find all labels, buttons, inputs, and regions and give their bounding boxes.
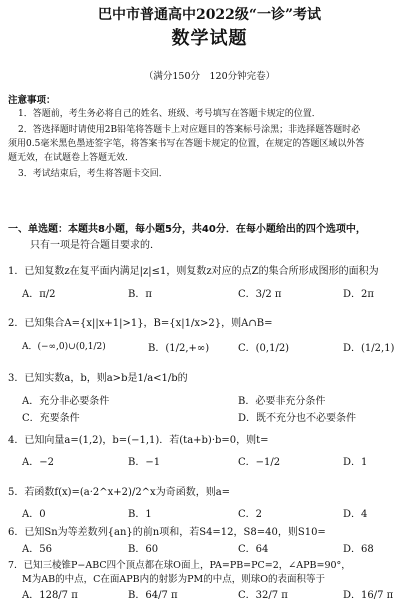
option-b: B．必要非充分条件 bbox=[238, 396, 326, 407]
option-c: C．64 bbox=[238, 544, 269, 555]
option-a: A．56 bbox=[22, 544, 52, 555]
section-line: 只有一项是符合题目要求的． bbox=[30, 240, 160, 251]
option-d: D．4 bbox=[343, 509, 368, 520]
option-d: D．(1/2,1) bbox=[343, 343, 395, 354]
option-c: C．充要条件 bbox=[22, 413, 80, 424]
question-stem: 3．已知实数a，b，则a>b是1/a<1/b的 bbox=[8, 373, 188, 384]
option-b: B．π bbox=[128, 289, 152, 300]
option-d: D．既不充分也不必要条件 bbox=[238, 413, 357, 424]
notice-heading: 注意事项： bbox=[8, 95, 56, 106]
option-d: D．1 bbox=[343, 457, 368, 468]
option-b: B．64/7 π bbox=[128, 590, 178, 601]
option-a: A．−2 bbox=[22, 457, 54, 468]
option-a: A．π/2 bbox=[22, 289, 56, 300]
option-a: A．充分非必要条件 bbox=[22, 396, 110, 407]
option-b: B．1 bbox=[128, 509, 152, 520]
question-stem: M为AB的中点，C在面APB内的射影为PM的中点，则球O的表面积等于 bbox=[22, 574, 325, 585]
question-stem: 5．若函数f(x)=(a·2^x+2)/2^x为奇函数，则a= bbox=[8, 487, 231, 498]
notice-item: 须用0.5毫米黑色墨迹签字笔，将答案书写在答题卡规定的位置，在规定的答题区域以外答 bbox=[8, 139, 365, 149]
notice-item: 2．答选择题时请使用2B铅笔将答题卡上对应题目的答案标号涂黑；非选择题答题时必 bbox=[18, 125, 361, 135]
option-b: B．60 bbox=[128, 544, 159, 555]
option-a: A．0 bbox=[22, 509, 46, 520]
question-stem: 1．已知复数z在复平面内满足|z|≤1，则复数z对应的点Z的集合所形成图形的面积为 bbox=[8, 266, 379, 277]
option-b: B．−1 bbox=[128, 457, 161, 468]
notice-item: 1．答题前，考生务必将自己的姓名、班级、考号填写在答题卡规定的位置． bbox=[18, 109, 321, 119]
exam-subtitle: （满分150分 120分钟完卷） bbox=[143, 71, 276, 82]
option-c: C．−1/2 bbox=[238, 457, 281, 468]
option-d: D．16/7 π bbox=[343, 590, 394, 601]
notice-item: 3．考试结束后，考生将答题卡交回． bbox=[18, 169, 168, 179]
option-c: C．32/7 π bbox=[238, 590, 288, 601]
notice-item: 题无效，在试题卷上答题无效． bbox=[8, 153, 135, 163]
question-stem: 2．已知集合A={x||x+1|>1}，B={x|1/x>2}，则A∩B= bbox=[8, 318, 273, 329]
question-stem: 4．已知向量a=(1,2)，b=(−1,1)．若(ta+b)·b=0，则t= bbox=[8, 435, 269, 446]
section-line: 一、单选题：本题共8小题，每小题5分，共40分．在每小题给出的四个选项中， bbox=[8, 224, 366, 235]
option-c: C．(0,1/2) bbox=[238, 343, 290, 354]
option-d: D．2π bbox=[343, 289, 374, 300]
option-c: C．2 bbox=[238, 509, 263, 520]
option-a: A．128/7 π bbox=[22, 590, 78, 601]
option-b: B．(1/2,+∞) bbox=[148, 343, 210, 354]
question-stem: 7．已知三棱锥P−ABC四个顶点都在球O面上，PA=PB=PC=2，∠APB=90°， bbox=[8, 560, 351, 571]
subject-title: 数学试题 bbox=[171, 28, 248, 49]
exam-title: 巴中市普通高中2022级“一诊”考试 bbox=[97, 7, 322, 23]
option-c: C．3/2 π bbox=[238, 289, 282, 300]
question-stem: 6．已知Sn为等差数列{an}的前n项和，若S4=12，S8=40，则S10= bbox=[8, 527, 326, 538]
option-a: A．(−∞,0)∪(0,1/2) bbox=[22, 342, 106, 352]
option-d: D．68 bbox=[343, 544, 374, 555]
